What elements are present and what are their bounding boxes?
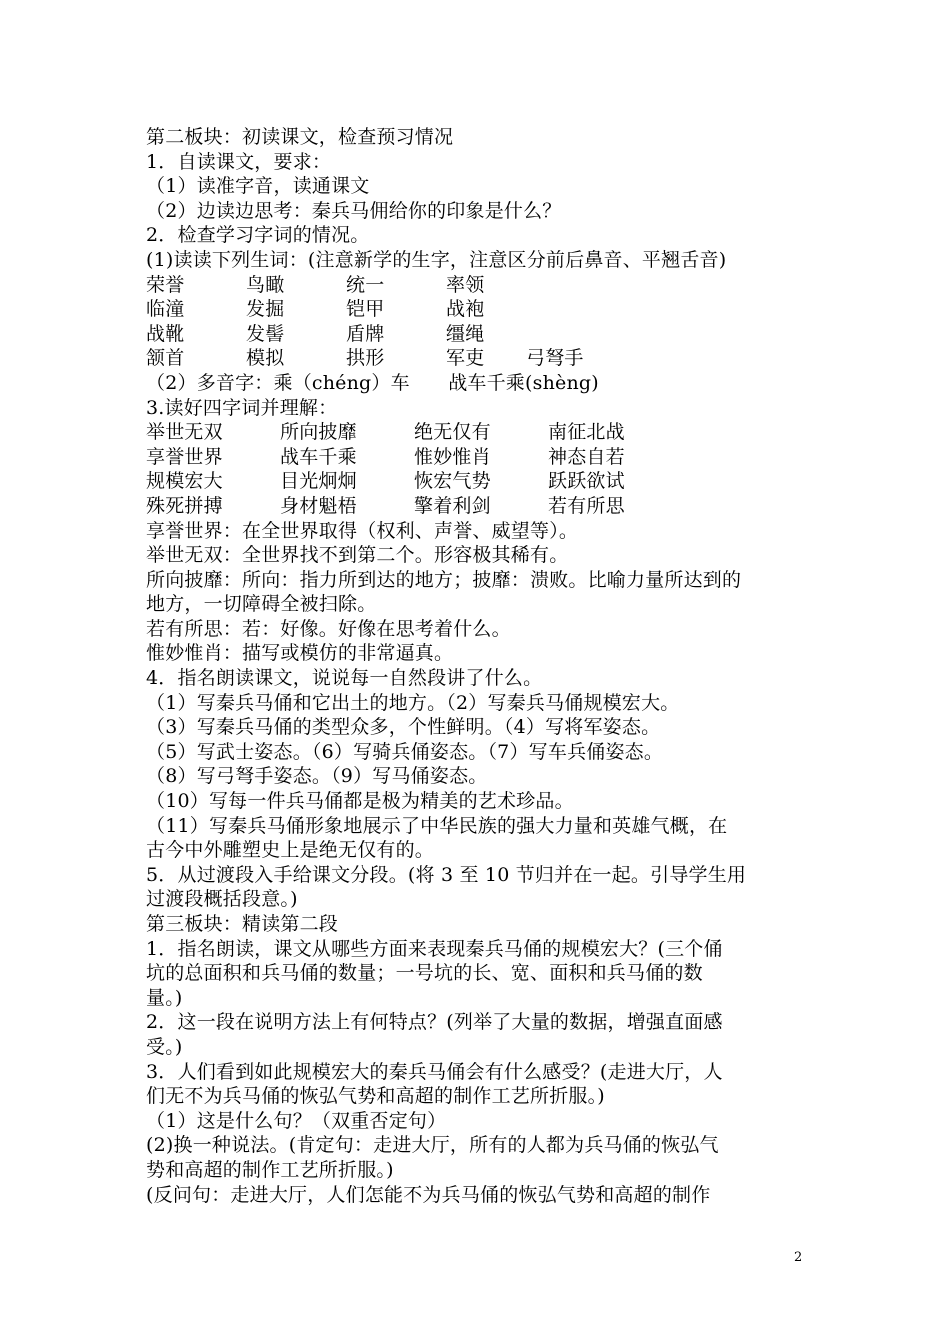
idiom-row [146, 420, 810, 445]
idiom-word: 神态自若 [548, 445, 625, 468]
question: 量。) [146, 986, 183, 1009]
paragraph-summary: （11）写秦兵马俑形象地展示了中华民族的强大力量和英雄气概，在 [146, 814, 728, 837]
vocab-word: 发髻 [246, 322, 285, 345]
paragraph-summary: 古今中外雕塑史上是绝无仅有的。 [146, 839, 435, 862]
idiom-word: 惟妙惟肖 [414, 445, 491, 468]
idiom-word: 战车千乘 [280, 445, 357, 468]
question: (2)换一种说法。(肯定句：走进大厅，所有的人都为兵马俑的恢弘气 [146, 1134, 719, 1157]
vocab-word: 鸟瞰 [246, 273, 285, 296]
definition: 享誉世界：在全世界取得（权利、声誉、威望等）。 [146, 519, 579, 542]
paragraph-summary: （3）写秦兵马俑的类型众多，个性鲜明。（4）写将军姿态。 [146, 716, 661, 739]
vocab-row [146, 297, 810, 322]
vocab-word: 军吏 [446, 347, 485, 370]
idiom-word: 所向披靡 [280, 421, 357, 444]
idiom-word: 擎着利剑 [414, 494, 491, 517]
paragraph-summary: （8）写弓弩手姿态。（9）写马俑姿态。 [146, 765, 488, 788]
idiom-row [146, 469, 810, 494]
idiom-word: 举世无双 [146, 421, 223, 444]
page-number: 2 [794, 1250, 803, 1265]
idiom-word: 身材魁梧 [280, 494, 357, 517]
question: 受。) [146, 1035, 183, 1058]
idiom-word: 目光炯炯 [280, 470, 357, 493]
definition: 若有所思：若：好像。好像在思考着什么。 [146, 617, 511, 640]
list-item: 3.读好四字词并理解： [146, 396, 338, 419]
list-item: 1．自读课文，要求： [146, 150, 332, 173]
vocab-word: 荣誉 [146, 273, 185, 296]
paragraph-summary: （1）写秦兵马俑和它出土的地方。（2）写秦兵马俑规模宏大。 [146, 691, 680, 714]
section-heading: 第二板块：初读课文，检查预习情况 [146, 126, 454, 148]
vocab-row [146, 322, 810, 347]
definition: 地方，一切障碍全被扫除。 [146, 593, 377, 616]
section-heading: 第三板块：精读第二段 [146, 913, 339, 935]
vocab-word: 拱形 [346, 347, 385, 370]
vocab-row [146, 346, 810, 371]
question: 3．人们看到如此规模宏大的秦兵马俑会有什么感受？(走进大厅，人 [146, 1060, 723, 1083]
list-item: （2）边读边思考：秦兵马佣给你的印象是什么？ [146, 199, 562, 222]
list-item: 4．指名朗读课文，说说每一自然段讲了什么。 [146, 667, 543, 690]
paragraph-summary: （10）写每一件兵马俑都是极为精美的艺术珍品。 [146, 790, 574, 813]
vocab-word: 盾牌 [346, 322, 385, 345]
idiom-word: 绝无仅有 [414, 421, 491, 444]
idiom-word: 享誉世界 [146, 445, 223, 468]
vocab-word: 战袍 [446, 298, 485, 321]
list-item: （1）读准字音，读通课文 [146, 175, 370, 198]
question: (反问句：走进大厅，人们怎能不为兵马俑的恢弘气势和高超的制作 [146, 1183, 711, 1206]
vocab-word: 率领 [446, 273, 485, 296]
question: 们无不为兵马俑的恢弘气势和高超的制作工艺所折服。) [146, 1085, 605, 1108]
list-item: 5．从过渡段入手给课文分段。(将 3 至 10 节归并在一起。引导学生用 [146, 863, 747, 886]
paragraph-summary: （5）写武士姿态。（6）写骑兵俑姿态。（7）写车兵俑姿态。 [146, 740, 664, 763]
definition: 惟妙惟肖：描写或模仿的非常逼真。 [146, 642, 454, 665]
idiom-row [146, 494, 810, 519]
vocab-word: 模拟 [246, 347, 285, 370]
idiom-word: 跃跃欲试 [548, 470, 625, 493]
idiom-word: 若有所思 [548, 494, 625, 517]
question: 势和高超的制作工艺所折服。) [146, 1158, 394, 1181]
definition: 所向披靡：所向：指力所到达的地方；披靡：溃败。比喻力量所达到的 [146, 568, 742, 591]
document-body [146, 125, 810, 1207]
list-item: （2）多音字：乘（chéng）车 战车千乘(shèng) [146, 371, 599, 394]
idiom-word: 南征北战 [548, 421, 625, 444]
question: （1）这是什么句？（双重否定句） [146, 1109, 447, 1132]
vocab-word: 铠甲 [346, 298, 385, 321]
vocab-word: 缰绳 [446, 322, 485, 345]
idiom-word: 规模宏大 [146, 470, 223, 493]
idiom-word: 恢宏气势 [414, 470, 491, 493]
vocab-word: 统一 [346, 273, 385, 296]
definition: 举世无双：全世界找不到第二个。形容极其稀有。 [146, 544, 569, 567]
list-item: 过渡段概括段意。) [146, 888, 298, 911]
vocab-word: 临潼 [146, 298, 185, 321]
vocab-row [146, 273, 810, 298]
vocab-word: 弓弩手 [526, 347, 584, 370]
question: 2．这一段在说明方法上有何特点？(列举了大量的数据，增强直面感 [146, 1011, 723, 1034]
vocab-word: 发掘 [246, 298, 285, 321]
question: 1．指名朗读，课文从哪些方面来表现秦兵马俑的规模宏大？(三个俑 [146, 937, 723, 960]
list-item: (1)读读下列生词：(注意新学的生字，注意区分前后鼻音、平翘舌音) [146, 248, 727, 271]
idiom-word: 殊死拼搏 [146, 494, 223, 517]
list-item: 2．检查学习字词的情况。 [146, 224, 370, 247]
question: 坑的总面积和兵马俑的数量；一号坑的长、宽、面积和兵马俑的数 [146, 962, 703, 985]
vocab-word: 战靴 [146, 322, 185, 345]
idiom-row [146, 445, 810, 470]
vocab-word: 颔首 [146, 347, 185, 370]
